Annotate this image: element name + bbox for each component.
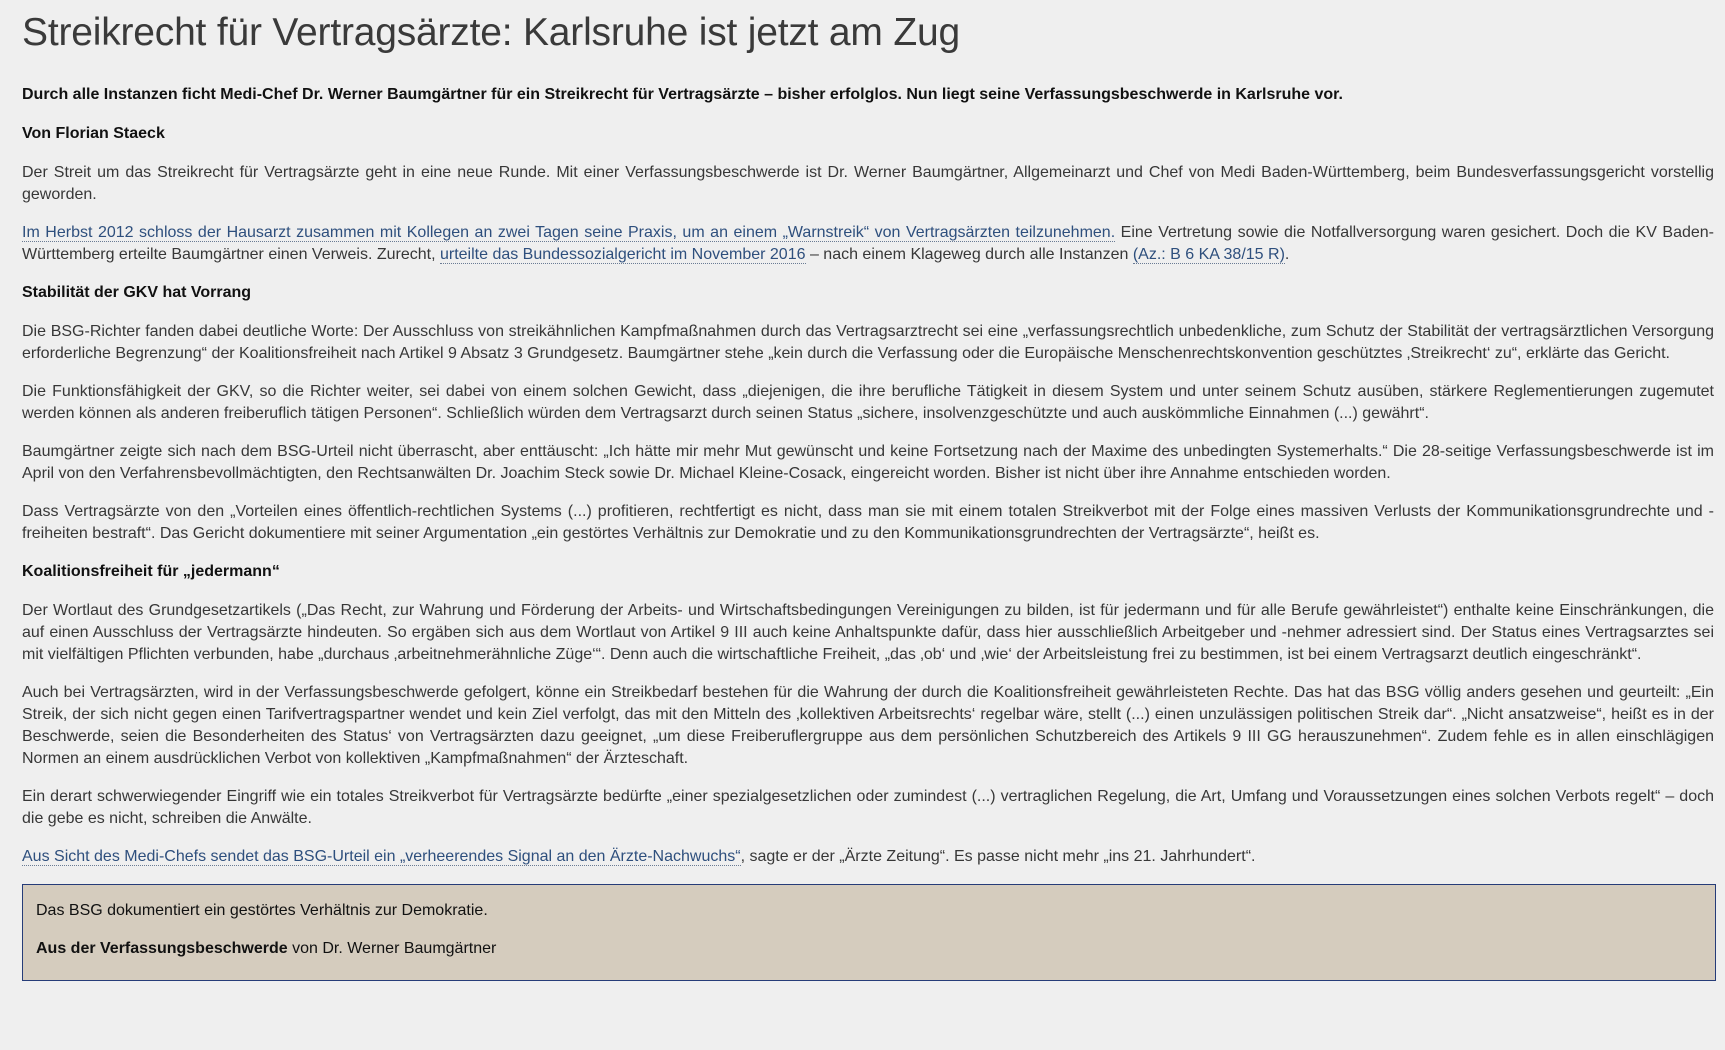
paragraph-8: Auch bei Vertragsärzten, wird in der Verfassungsbeschwerde gefolgert, könne ein Streikbedarf bestehen für die Wahrung der durch die Koalitionsfreiheit gewährleisteten Rechte. Das hat das BSG völlig anders gesehen und geurteilt: „Ein Streik, der sich nicht gegen einen Tarifvertragspartner wendet und kein Ziel verfolgt, das mit den Mitteln des ‚kollektiven Arbeitsrechts‘ regelbar wäre, stellt (...) einen unzulässigen politischen Streik dar“. „Nicht ansatzweise“, heißt es in der Beschwerde, seien die Besonderheiten des Status‘ von Vertragsärzten dazu geeignet, „um diese Freiberuflergruppe aus dem persönlichen Schutzbereich des Artikels 9 III GG herauszunehmen“. Zudem fehle es in allen einschlägigen Normen an einem ausdrücklichen Verbot von kollektiven „Kampfmaßnahmen“ der Ärzteschaft.	[22, 684, 1714, 767]
paragraph-3: Die BSG-Richter fanden dabei deutliche Worte: Der Ausschluss von streikähnlichen Kampfmaßnahmen durch das Vertragsarztrecht sei eine „verfassungsrechtlich unbedenkliche, zum Schutz der Stabilität der vertragsärztlichen Versorgung erforderliche Begrenzung“ der Koalitionsfreiheit nach Artikel 9 Absatz 3 Grundgesetz. Baumgärtner stehe „kein durch die Verfassung oder die Europäische Menschenrechtskonvention geschütztes ‚Streikrecht‘ zu“, erklärte das Gericht.	[22, 323, 1714, 362]
link-warnstreik[interactable]: Im Herbst 2012 schloss der Hausarzt zusammen mit Kollegen an zwei Tagen seine Praxis, um an einem „Warnstreik“ von Vertragsärzten teilzunehmen.	[22, 224, 1116, 241]
paragraph-6: Dass Vertragsärzte von den „Vorteilen eines öffentlich-rechtlichen Systems (...) profitieren, rechtfertigt es nicht, dass man sie mit einem totalen Streikverbot mit der Folge eines massiven Verlusts der Kommunikationsgrundrechte und -freiheiten bestraft“. Das Gericht dokumentiere mit seiner Argumentation „ein gestörtes Verhältnis zur Demokratie und zu den Kommunikationsgrundrechten der Vertragsärzte“, heißt es.	[22, 503, 1714, 542]
paragraph-2	[22, 222, 1714, 266]
subheading-koalitionsfreiheit: Koalitionsfreiheit für „jedermann“	[22, 563, 280, 580]
paragraph-2-text-1: Eine Vertretung sowie die Notfallversorgung waren gesichert. Doch die KV Baden-Württemberg erteilte Baumgärtner einen Verweis. Zurecht,	[22, 224, 1715, 263]
link-bundessozialgericht-urteil[interactable]: urteilte das Bundessozialgericht im November 2016	[439, 246, 806, 263]
paragraph-10-text: , sagte er der „Ärzte Zeitung“. Es passe nicht mehr „ins 21. Jahrhundert“.	[740, 848, 1256, 865]
article-author: Von Florian Staeck	[22, 125, 165, 142]
quote-source	[36, 938, 1703, 960]
paragraph-4: Die Funktionsfähigkeit der GKV, so die Richter weiter, sei dabei von einem solchen Gewicht, dass „diejenigen, die ihre berufliche Tätigkeit in diesem System und unter seinem Schutz ausüben, stärkere Reglementierungen zugemutet werden können als anderen freiberuflich tätigen Personen“. Schließlich würden dem Vertragsarzt durch seinen Status „sichere, insolvenzgeschützte und auch auskömmliche Einnahmen (...) gewährt“.	[22, 383, 1714, 422]
link-aktenzeichen[interactable]: (Az.: B 6 KA 38/15 R)	[1132, 246, 1285, 263]
paragraph-10	[22, 846, 1714, 868]
paragraph-7: Der Wortlaut des Grundgesetzartikels („Das Recht, zur Wahrung und Förderung der Arbeits- und Wirtschaftsbedingungen Vereinigungen zu bilden, ist für jedermann und für alle Berufe gewährleistet“) enthalte keine Einschränkungen, die auf einen Ausschluss der Vertragsärzte hindeuten. So ergäben sich aus dem Wortlaut von Artikel 9 III auch keine Anhaltspunkte dafür, dass hier ausschließlich Arbeitgeber und -nehmer adressiert sind. Der Status eines Vertragsarztes sei mit vielfältigen Pflichten verbunden, habe „durchaus ‚arbeitnehmerähnliche Züge‘“. Denn auch die wirtschaftliche Freiheit, „das ‚ob‘ und ‚wie‘ der Arbeitsleistung frei zu bestimmen, ist bei einem Vertragsarzt deutlich eingeschränkt“.	[22, 602, 1714, 663]
quote-source-rest: von Dr. Werner Baumgärtner	[287, 940, 497, 957]
subheading-gkv-stabilitaet: Stabilität der GKV hat Vorrang	[22, 284, 252, 301]
quote-text: Das BSG dokumentiert ein gestörtes Verhältnis zur Demokratie.	[36, 902, 488, 919]
paragraph-2-text-3: .	[1284, 246, 1290, 263]
quote-box	[22, 884, 1716, 981]
paragraph-9: Ein derart schwerwiegender Eingriff wie ein totales Streikverbot für Vertragsärzte bedürfte „einer spezialgesetzlichen oder zumindest (...) vertraglichen Regelung, die Art, Umfang und Voraussetzungen eines solchen Verbots regelt“ – doch die gebe es nicht, schreiben die Anwälte.	[22, 788, 1714, 827]
quote-source-bold: Aus der Verfassungsbeschwerde	[36, 940, 288, 957]
paragraph-5: Baumgärtner zeigte sich nach dem BSG-Urteil nicht überrascht, aber enttäuscht: „Ich hätte mir mehr Mut gewünscht und keine Fortsetzung nach der Maxime des unbedingten Systemerhalts.“ Die 28-seitige Verfassungsbeschwerde ist im April von den Verfahrensbevollmächtigten, den Rechtsanwälten Dr. Joachim Steck sowie Dr. Michael Kleine-Cosack, eingereicht worden. Bisher ist nicht über ihre Annahme entschieden worden.	[22, 443, 1714, 482]
paragraph-2-text-2: – nach einem Klageweg durch alle Instanzen	[805, 246, 1133, 263]
paragraph-1: Der Streit um das Streikrecht für Vertragsärzte geht in eine neue Runde. Mit einer Verfassungsbeschwerde ist Dr. Werner Baumgärtner, Allgemeinarzt und Chef von Medi Baden-Württemberg, beim Bundesverfassungsgericht vorstellig geworden.	[22, 164, 1714, 203]
article-title: Streikrecht für Vertragsärzte: Karlsruhe ist jetzt am Zug	[22, 11, 960, 54]
article-lead: Durch alle Instanzen ficht Medi-Chef Dr. Werner Baumgärtner für ein Streikrecht für Vertragsärzte – bisher erfolglos. Nun liegt seine Verfassungsbeschwerde in Karlsruhe vor.	[22, 86, 1343, 103]
link-medi-chef-signal[interactable]: Aus Sicht des Medi-Chefs sendet das BSG-Urteil ein „verheerendes Signal an den Ärzte-Nachwuchs“	[22, 848, 741, 865]
